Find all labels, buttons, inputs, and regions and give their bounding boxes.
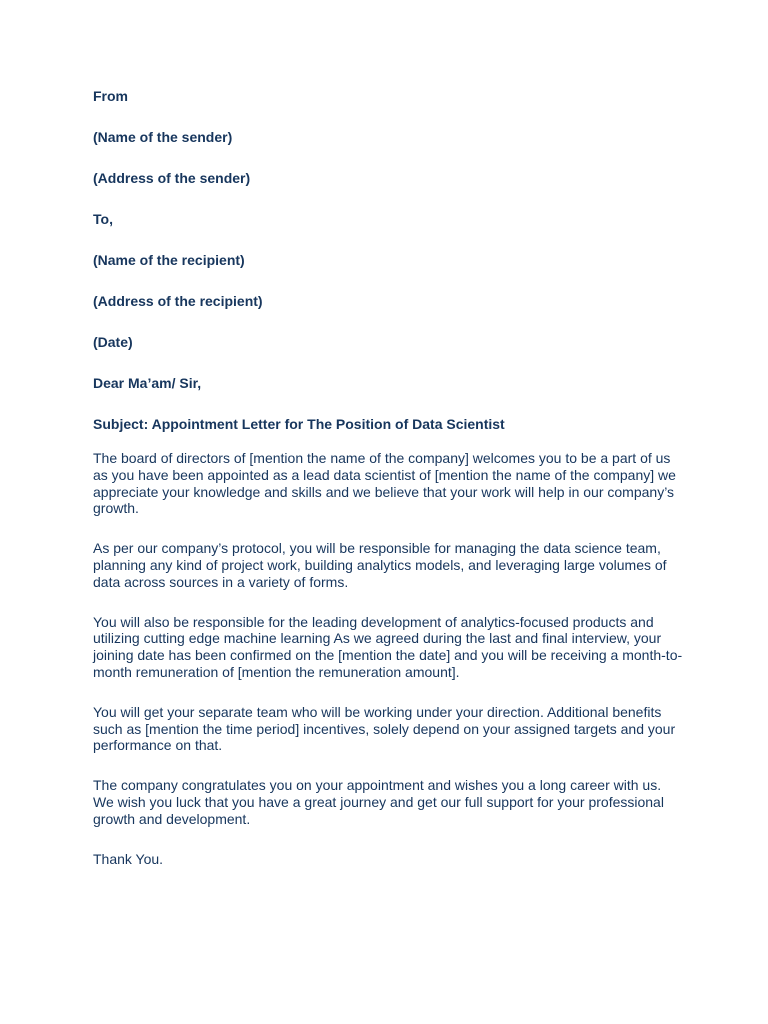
recipient-address: (Address of the recipient): [93, 293, 263, 309]
subject-line: Subject: Appointment Letter for The Position of Data Scientist: [93, 416, 505, 432]
body-paragraph-2: As per our company’s protocol, you will be responsible for managing the data science team, planning any kind of project work, building analytics models, and leveraging large volumes of data across sources in a variety of forms.: [93, 540, 667, 590]
letter-date: (Date): [93, 334, 133, 350]
body-paragraph-3: You will also be responsible for the leading development of analytics-focused products and utilizing cutting edge machine learning As we agreed during the last and final interview, your joining date has been confirmed on the [mention the date] and you will be receiving a month-to-month remuneration of [mention the remuneration amount].: [93, 613, 683, 680]
sender-name: (Name of the sender): [93, 129, 233, 145]
salutation: Dear Ma’am/ Sir,: [93, 375, 202, 391]
sender-address: (Address of the sender): [93, 170, 251, 186]
body-paragraph-4: You will get your separate team who will be working under your direction. Additional benefits such as [mention the time period] incentives, solely depend on your assigned targets and your performance on that.: [93, 703, 676, 754]
from-label: From: [93, 88, 128, 104]
closing-line: Thank You.: [93, 850, 164, 867]
to-label: To,: [93, 211, 113, 227]
body-paragraph-5: The company congratulates you on your appointment and wishes you a long career with us. We wish you luck that you have a great journey and get our full support for your professional growth and development.: [93, 777, 664, 827]
recipient-name: (Name of the recipient): [93, 252, 245, 268]
body-paragraph-1: The board of directors of [mention the name of the company] welcomes you to be a part of us as you have been appointed as a lead data scientist of [mention the name of the company] we appreciate your knowledge and skills and we believe that your work will help in our company’s growth.: [93, 450, 676, 517]
